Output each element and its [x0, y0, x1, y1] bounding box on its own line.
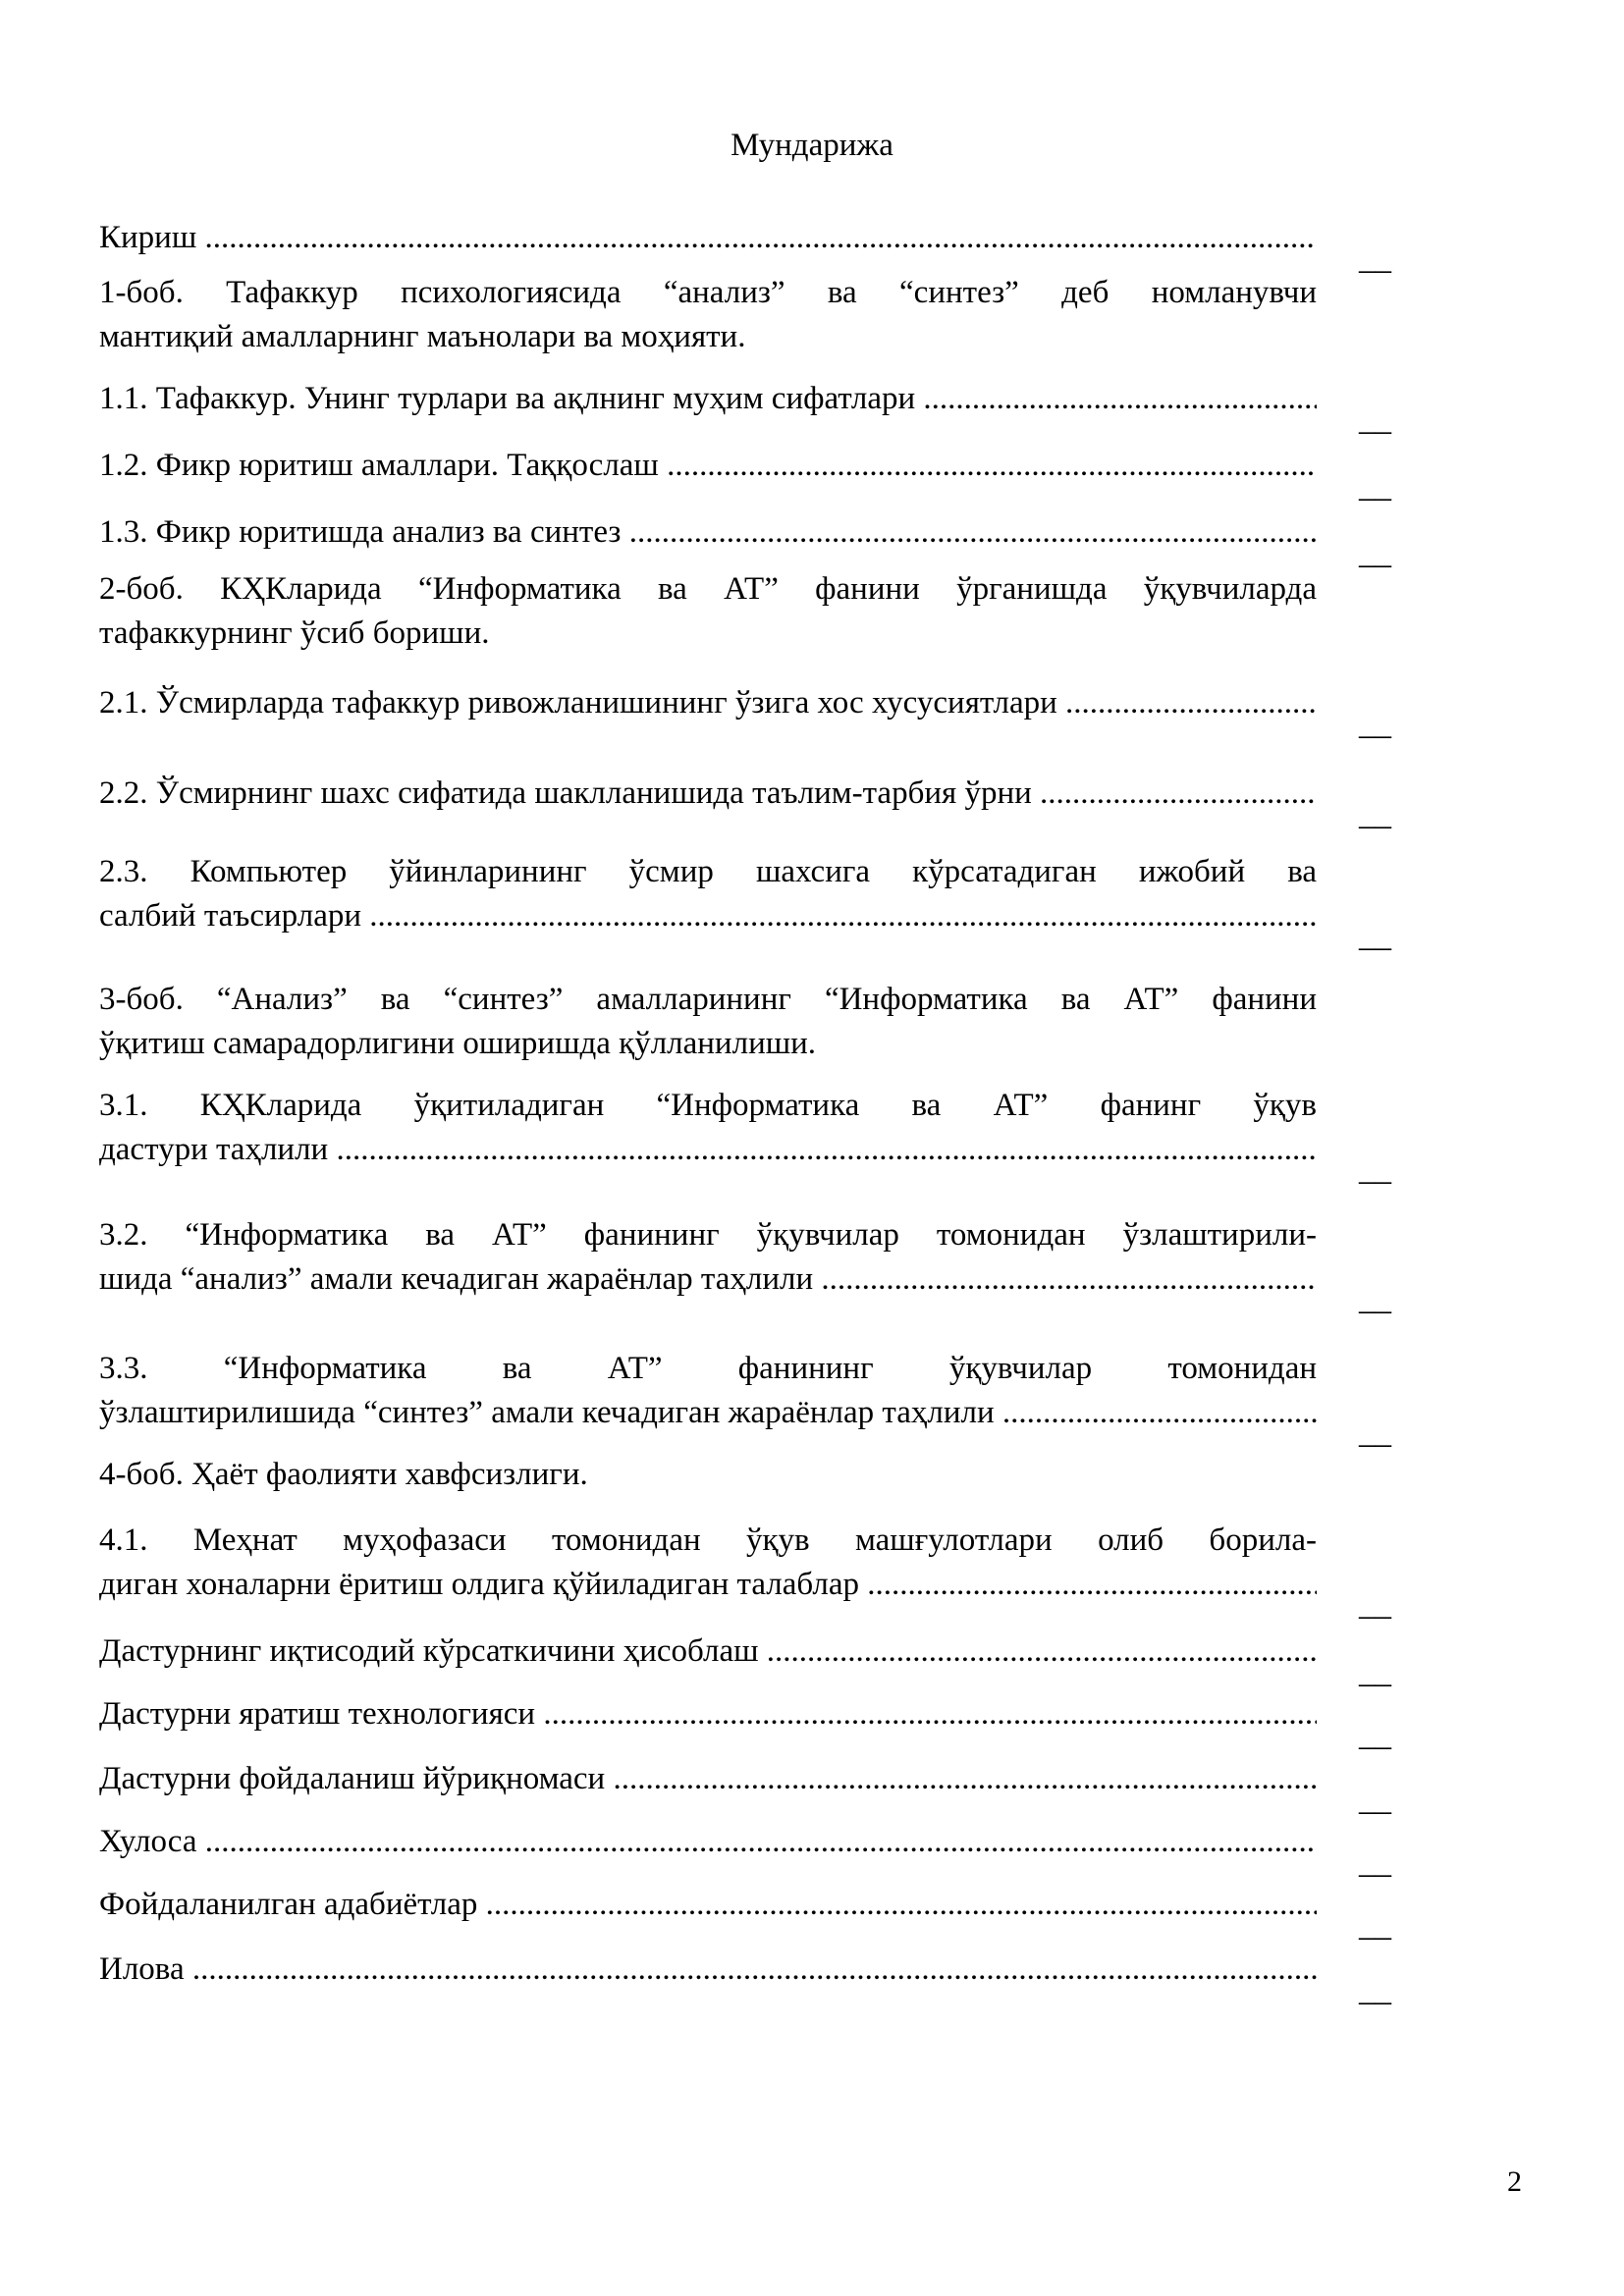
toc-entry-text: [99, 1347, 1317, 1435]
toc-entry-text: [99, 1519, 1317, 1607]
toc-entry-line: Дастурни фойдаланиш йўриқномаси .....: [99, 1757, 1317, 1801]
toc-page-number: __: [1359, 1783, 1391, 1818]
toc-entry-text: [99, 216, 1317, 260]
toc-entry: [99, 978, 1317, 1066]
toc-entry-line: диган хоналарни ёритиш олдига қўйиладиган талаблар .....: [99, 1563, 1317, 1607]
toc-entry: [99, 1883, 1317, 1927]
toc-entry-text: [99, 1084, 1317, 1172]
toc-page-number: __: [1359, 1718, 1391, 1753]
toc-entry: [99, 1453, 1317, 1497]
toc-entry-text: [99, 1213, 1317, 1302]
toc-entry-text: [99, 1629, 1317, 1674]
toc-page-number: __: [1359, 1282, 1391, 1317]
toc-entry-text: [99, 1820, 1317, 1864]
toc-entry-line: 2.2. Ўсмирнинг шахс сифатида шаклланишида таълим-тарбия ўрни .....: [99, 772, 1317, 816]
toc-entry-line: дастури таҳлили .....: [99, 1128, 1317, 1172]
toc-entry: [99, 377, 1317, 421]
toc-entry-line: 1.3. Фикр юритишда анализ ва синтез .....: [99, 510, 1317, 555]
toc-entry: [99, 772, 1317, 816]
toc-page-number: __: [1359, 1655, 1391, 1690]
toc-entry-line: 2-боб. КҲКларида “Информатика ва АТ” фанини ўрганишда ўқувчиларда: [99, 571, 1317, 607]
toc-entry-line: 1.1. Тафаккур. Унинг турлари ва ақлнинг муҳим сифатлари .....: [99, 377, 1317, 421]
toc-page-number: __: [1359, 797, 1391, 832]
toc-entry: [99, 1692, 1317, 1736]
toc-entry-line: 3.2. “Информатика ва АТ” фанининг ўқувчилар томонидан ўзлаштирили-: [99, 1217, 1317, 1253]
toc-page-number: __: [1359, 1152, 1391, 1188]
toc-entry-line: 3-боб. “Анализ” ва “синтез” амалларининг “Информатика ва АТ” фанини: [99, 982, 1317, 1017]
toc-entry-text: [99, 1692, 1317, 1736]
toc-entry-line: салбий таъсирлари .....: [99, 894, 1317, 938]
toc-entry: [99, 681, 1317, 725]
toc-entry-text: [99, 1883, 1317, 1927]
toc-entry: [99, 1213, 1317, 1302]
toc-entry: [99, 1084, 1317, 1172]
toc-entry-line: мантиқий амалларнинг маънолари ва моҳияти.: [99, 319, 746, 354]
toc-entry-line: 4.1. Меҳнат муҳофазаси томонидан ўқув машғулотлари олиб борила-: [99, 1522, 1317, 1558]
toc-entry-line: 4-боб. Ҳаёт фаолияти хавфсизлиги.: [99, 1457, 588, 1492]
toc-entry-line: Хулоса .....: [99, 1820, 1317, 1864]
toc-entry-text: [99, 978, 1317, 1066]
toc-entry-line: Фойдаланилган адабиётлар .....: [99, 1883, 1317, 1927]
toc-entry-line: Кириш .....: [99, 216, 1317, 260]
toc-entry-text: [99, 681, 1317, 725]
toc-entry-text: [99, 567, 1317, 656]
toc-entry-text: [99, 377, 1317, 421]
toc-page-number: __: [1359, 241, 1391, 277]
toc-page-number: __: [1359, 469, 1391, 505]
toc-entry-line: 1-боб. Тафаккур психологиясида “анализ” ва “синтез” деб номланувчи: [99, 275, 1317, 310]
toc-entry: [99, 271, 1317, 359]
toc-entry: [99, 510, 1317, 555]
toc-entry-line: тафаккурнинг ўсиб бориши.: [99, 615, 490, 651]
toc-entry-text: [99, 772, 1317, 816]
toc-entry-text: [99, 1757, 1317, 1801]
toc-entry: [99, 567, 1317, 656]
toc-entry: [99, 1347, 1317, 1435]
toc-entry: [99, 1519, 1317, 1607]
toc-page-number: __: [1359, 1908, 1391, 1944]
toc-entry: [99, 216, 1317, 260]
toc-entry-text: [99, 1453, 1317, 1497]
page-title: Мундарижа: [731, 128, 893, 163]
toc-entry-line: 3.1. КҲКларида ўқитиладиган “Информатика ва АТ” фанинг ўқув: [99, 1088, 1317, 1123]
toc-entry-line: Дастурни яратиш технологияси .....: [99, 1692, 1317, 1736]
toc-page-number: __: [1359, 707, 1391, 742]
toc-page-number: __: [1359, 1587, 1391, 1623]
toc-entry-line: ўзлаштирилишида “синтез” амали кечадиган жараёнлар таҳлили .....: [99, 1391, 1317, 1435]
toc-page-number: __: [1359, 536, 1391, 571]
toc-entry-text: [99, 510, 1317, 555]
toc-page-number: __: [1359, 402, 1391, 438]
toc-entry: [99, 1757, 1317, 1801]
toc-entry-line: Дастурнинг иқтисодий кўрсаткичини ҳисоблаш .....: [99, 1629, 1317, 1674]
toc-page-number: __: [1359, 919, 1391, 954]
toc-entry-text: [99, 850, 1317, 938]
toc-page-number: __: [1359, 1845, 1391, 1881]
toc-entry-line: 2.1. Ўсмирларда тафаккур ривожланишининг ўзига хос хусусиятлари .....: [99, 681, 1317, 725]
toc-entry-text: [99, 444, 1317, 488]
toc-entry-line: 1.2. Фикр юритиш амаллари. Таққослаш .....: [99, 444, 1317, 488]
toc-entry-text: [99, 1948, 1317, 1992]
toc-entry: [99, 1820, 1317, 1864]
toc-entry-line: Илова .....: [99, 1948, 1317, 1992]
toc-entry: [99, 1948, 1317, 1992]
toc-entry: [99, 850, 1317, 938]
toc-page-number: __: [1359, 1415, 1391, 1451]
toc-entry: [99, 444, 1317, 488]
toc-page-number: __: [1359, 1973, 1391, 2008]
toc-entry-line: 2.3. Компьютер ўйинларининг ўсмир шахсига кўрсатадиган ижобий ва: [99, 854, 1317, 889]
toc-entry-line: шида “анализ” амали кечадиган жараёнлар таҳлили .....: [99, 1257, 1317, 1302]
toc-entry-line: 3.3. “Информатика ва АТ” фанининг ўқувчилар томонидан: [99, 1351, 1317, 1386]
toc-entry: [99, 1629, 1317, 1674]
page-number: 2: [1507, 2165, 1522, 2198]
toc-entry-text: [99, 271, 1317, 359]
toc-entry-line: ўқитиш самарадорлигини оширишда қўлланилиши.: [99, 1026, 817, 1061]
